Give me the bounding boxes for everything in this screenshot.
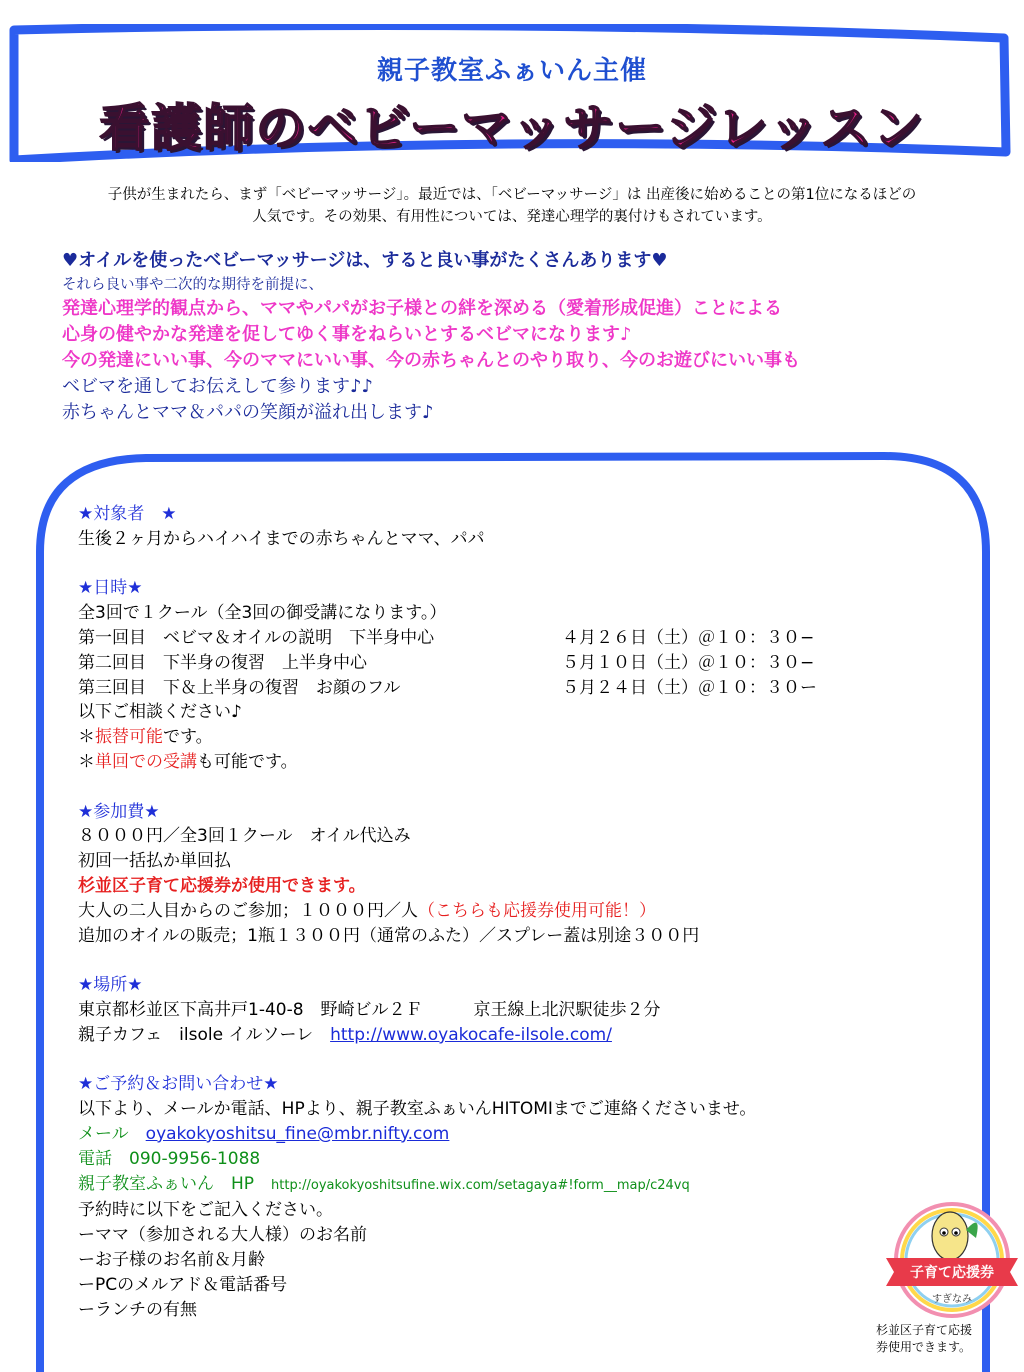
note-single-highlight: 単回での受講 [95, 751, 197, 772]
target-text: 生後２ヶ月からハイハイまでの赤ちゃんとママ、パパ [78, 528, 485, 549]
intro-text [20, 184, 1004, 228]
session-label: 第三回目 下＆上半身の復習 お顔のフル [78, 677, 401, 698]
features-pink-line-2: 心身の健やかな発達を促してゆく事をねらいとするベビマになります♪ [62, 324, 632, 345]
details-section [78, 502, 958, 1322]
fee-line-4: 大人の二人目からのご参加；１０００円／人（こちらも応援券使用可能！） [78, 900, 656, 921]
features-pink-line-1: 発達心理学的観点から、ママやパパがお子様との絆を深める（愛着形成促進）ことによる [62, 298, 782, 319]
note-transfer-highlight: 振替可能 [95, 727, 163, 748]
reserve-item: ーランチの有無 [78, 1299, 197, 1320]
date-intro: 全3回で１クール（全3回の御受講になります。） [78, 603, 447, 624]
voucher-badge-logo [878, 1200, 1024, 1320]
badge-label: 子育て応援券 [910, 1265, 994, 1281]
contact-intro: 以下より、メールか電話、HPより、親子教室ふぁいんHITOMIまでご連絡くださいませ。 [78, 1099, 757, 1120]
session-label: 第二回目 下半身の復習 上半身中心 [78, 652, 367, 673]
features-pink-line-3: 今の発達にいい事、今のママにいい事、今の赤ちゃんとのやり取り、今のお遊びにいい事も [62, 350, 800, 371]
session-row [78, 676, 958, 701]
session-label: 第一回目 ベビマ＆オイルの説明 下半身中心 [78, 627, 435, 648]
reserve-item: ーお子様のお名前＆月齢 [78, 1249, 265, 1270]
fee-voucher: 杉並区子育て応援券が使用できます。 [78, 875, 366, 896]
reserve-item: ーPCのメルアド＆電話番号 [78, 1274, 288, 1295]
contact-hp: 親子教室ふぁいん HP http://oyakokyoshitsufine.wix.com/setagaya#!form__map/c24vq [78, 1173, 690, 1194]
session-date: ４月２６日（土）＠１０：３０− [562, 627, 815, 648]
reserve-text: 予約時に以下をご記入ください。 [78, 1200, 333, 1221]
badge-sub: すぎなみ [932, 1294, 972, 1305]
features-note: それら良い事や二次的な期待を前提に、 [62, 277, 323, 293]
contact-tel: 電話 090-9956-1088 [78, 1148, 261, 1169]
intro-line-2: 人気です。その効果、有用性については、発達心理学的裏付けもされています。 [252, 209, 772, 225]
intro-line-1: 子供が生まれたら、まず「ベビーマッサージ」。最近では、「ベビーマッサージ」は 出産後に始めることの第1位になるほどの [107, 187, 917, 203]
session-date: ５月２４日（土）＠１０：３０ー [562, 677, 817, 698]
contact-mail: メール oyakokyoshitsu_fine@mbr.nifty.com [78, 1123, 450, 1144]
fee-heading: ★参加費★ [78, 801, 160, 822]
target-heading: ★対象者 ★ [78, 504, 177, 524]
note-transfer: ＊振替可能です。 [78, 727, 213, 748]
fee-line-1: ８０００円／全3回１クール オイル代込み [78, 826, 411, 847]
email-link[interactable]: oyakokyoshitsu_fine@mbr.nifty.com [145, 1123, 450, 1144]
consult-text: 以下ご相談ください♪ [78, 702, 242, 723]
fee-voucher-note: （こちらも応援券使用可能！） [418, 900, 656, 921]
header-subtitle: 親子教室ふぁいん主催 [376, 56, 647, 86]
note-single: ＊単回での受講も可能です。 [78, 751, 298, 772]
features-heading: ♥オイルを使ったベビーマッサージは、すると良い事がたくさんあります♥ [62, 250, 668, 271]
features-blue-line-2: 赤ちゃんとママ＆パパの笑顔が溢れ出します♪ [62, 402, 434, 423]
reserve-item: ーママ（参加される大人様）のお名前 [78, 1225, 367, 1246]
header-title: 看護師のベビーマッサージレッスン [99, 99, 925, 157]
badge-caption-line-2: 券使用できます。 [876, 1340, 972, 1354]
badge-caption-line-1: 杉並区子育て応援 [876, 1323, 973, 1337]
place-cafe: 親子カフェ ilsole イルソーレ http://www.oyakocafe-ilsole.com/ [78, 1024, 612, 1045]
session-row [78, 626, 958, 651]
badge-caption [876, 1322, 1016, 1356]
cafe-website-link[interactable]: http://www.oyakocafe-ilsole.com/ [330, 1024, 612, 1045]
fee-line-5: 追加のオイルの販売；1瓶１３００円（通常のふた）／スプレー蓋は別途３００円 [78, 925, 700, 946]
homepage-link[interactable]: http://oyakokyoshitsufine.wix.com/setagaya#!form__map/c24vq [271, 1177, 690, 1193]
features-blue-line-1: ベビマを通してお伝えして参ります♪♪ [62, 376, 373, 397]
place-address: 東京都杉並区下高井戸1-40-8 野崎ビル２Ｆ 京王線上北沢駅徒歩２分 [78, 999, 661, 1020]
contact-heading: ★ご予約＆お問い合わせ★ [78, 1074, 279, 1095]
features-section [62, 248, 1002, 426]
date-heading: ★日時★ [78, 578, 143, 599]
place-heading: ★場所★ [78, 975, 143, 996]
fee-line-2: 初回一括払か単回払 [78, 851, 231, 872]
session-row [78, 651, 958, 676]
session-date: ５月１０日（土）＠１０：３０− [562, 652, 815, 673]
